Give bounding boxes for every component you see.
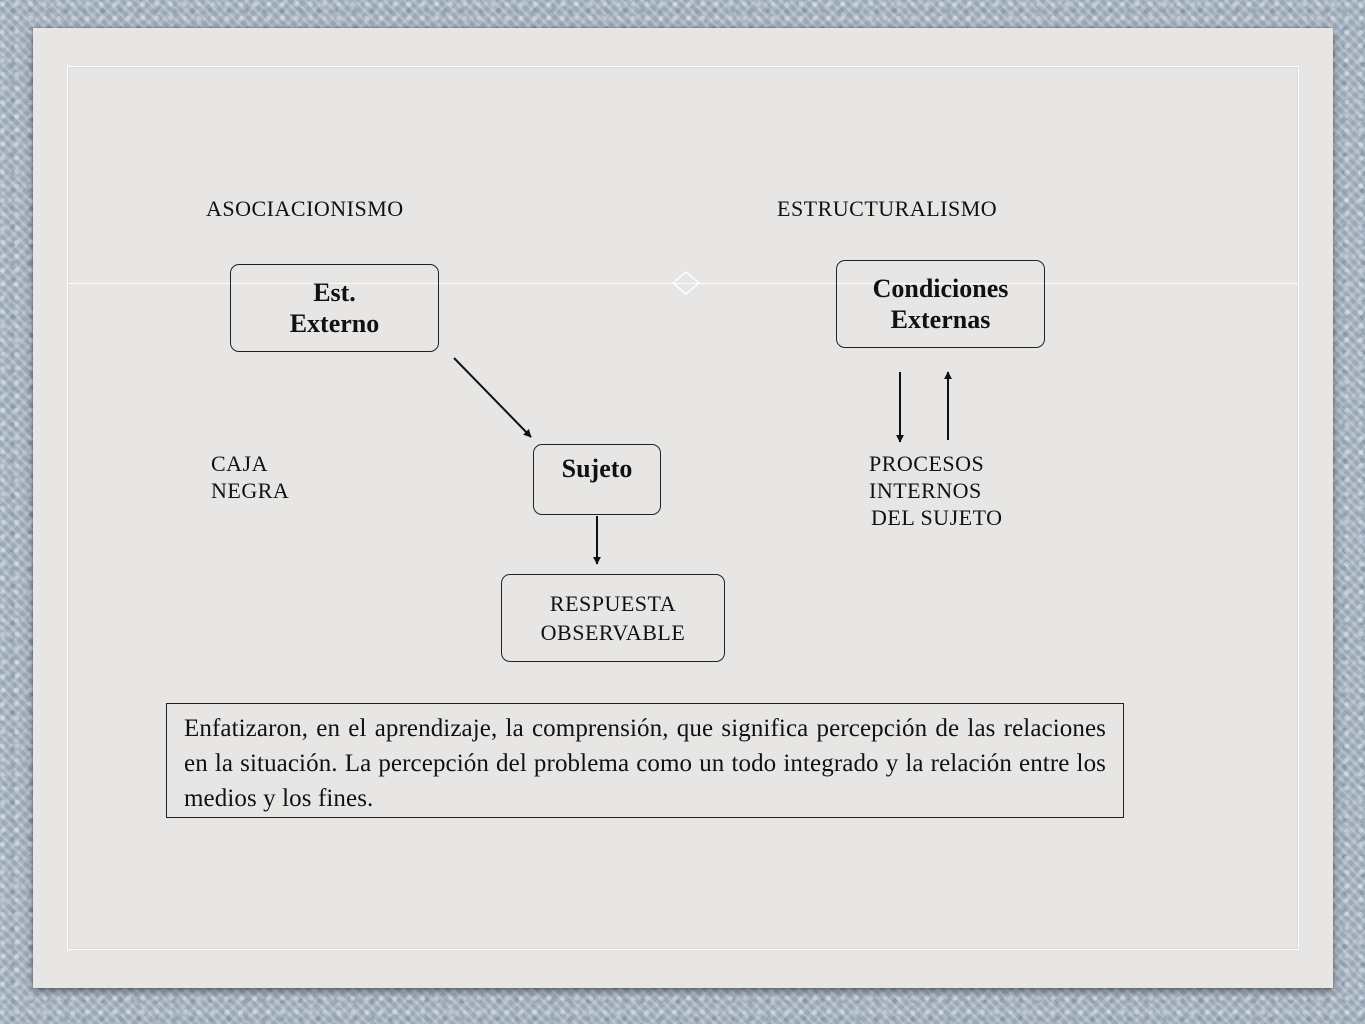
subject-label: Sujeto [561,454,633,483]
conditions-line-2: Externas [890,305,991,334]
black-box-line-1: CAJA [211,451,269,476]
stimulus-line-2: Externo [289,309,380,338]
heading-estructuralismo: ESTRUCTURALISMO [777,196,998,221]
black-box-line-2: NEGRA [211,478,290,503]
response-line-1: RESPUESTA [549,591,677,616]
processes-line-2: INTERNOS [869,478,982,503]
processes-line-1: PROCESOS [869,451,985,476]
summary-note-box: Enfatizaron, en el aprendizaje, la comprensión, que significa percepción de las relaciones en la situación. La percepción del problema como un todo integrado y la relación entre los medios y los fines. [166,703,1124,818]
stimulus-line-1: Est. [313,278,356,307]
heading-asociacionismo: ASOCIACIONISMO [206,196,404,221]
arrow-stimulus-to-subject [454,358,531,437]
conditions-line-1: Condiciones [872,274,1009,303]
processes-line-3: DEL SUJETO [871,505,1003,530]
response-line-2: OBSERVABLE [540,620,686,645]
